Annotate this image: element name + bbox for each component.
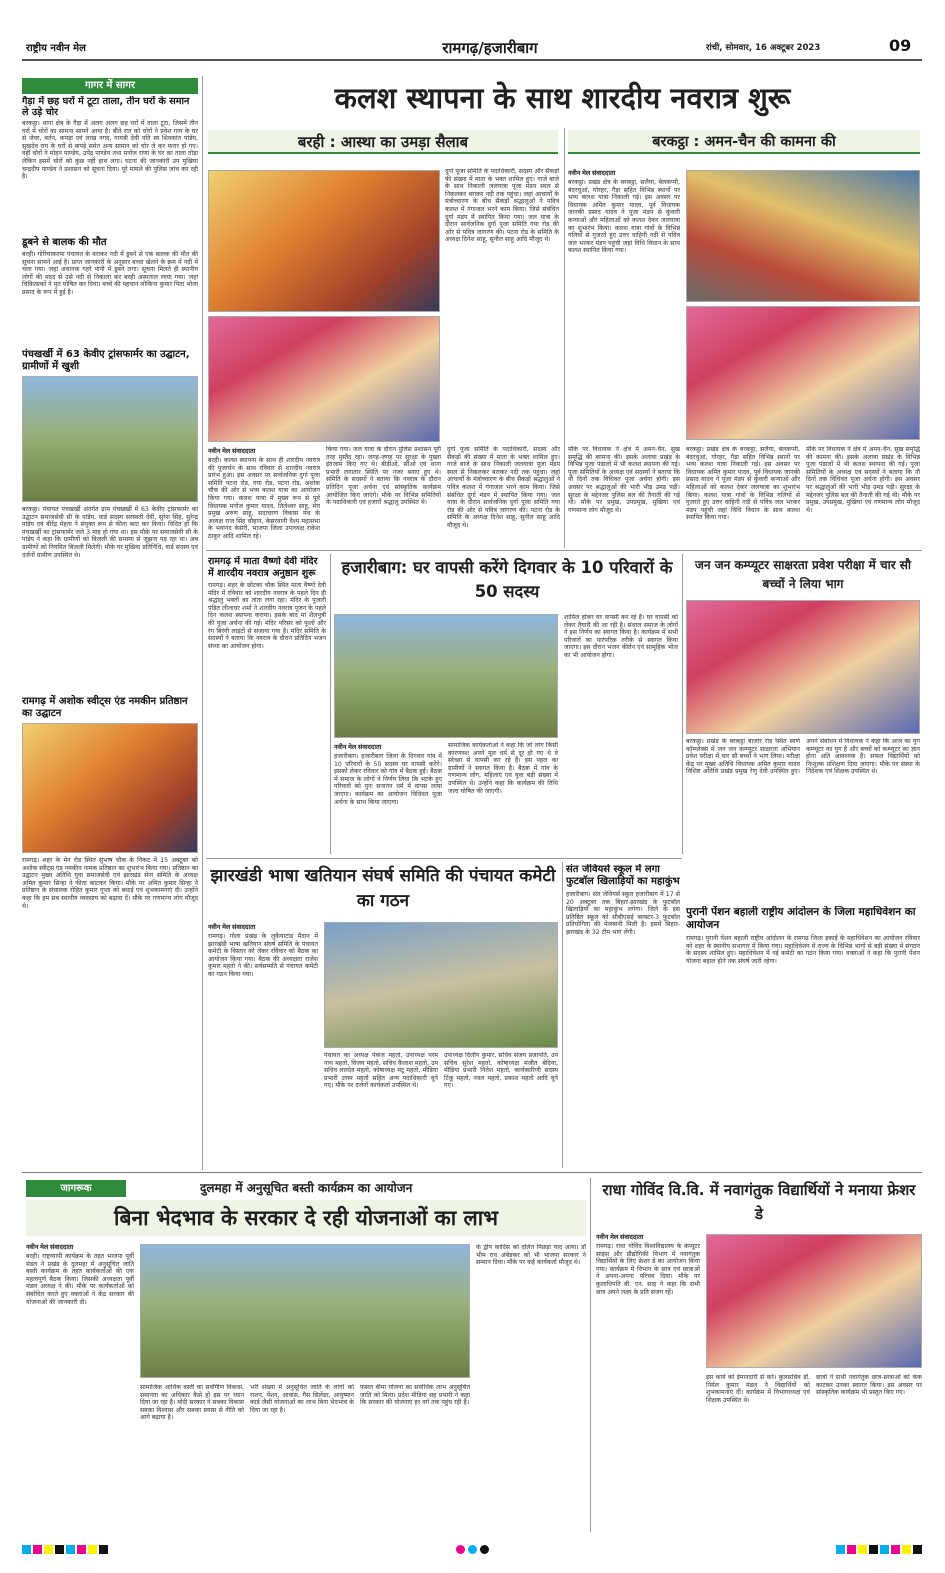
barkattha-body-2b: मौके पर विधायक ने क्षेत्र में अमन-चैन, सुख समृद्धि की कामना की। इसके अलावा प्रखंड के विभिन्न पूजा पंडालों में भी कलश स्थापना की गई। पूजा समितियों के अध्यक्ष एवं सदस्यों ने बताया कि नौ दिनों तक विधिवत पूजा अर्चना होगी। इस अवसर पर श्रद्धालुओं की भारी भीड़ उमड़ पड़ी। सुरक्षा के मद्देनजर पुलिस बल की तैनाती की गई थी। मौके पर प्रमुख, उपप्रमुख, मुखिया एवं गणमान्य लोग मौजूद थे।	[806, 446, 920, 514]
barhi-heading: बरही : आस्था का उमड़ा सैलाब	[208, 130, 558, 154]
hazaribagh-byline: नवीन मेल संवाददाता	[334, 744, 382, 751]
barkattha-col-b	[686, 446, 800, 548]
left-column-tag: गागर में सागर	[22, 78, 198, 94]
barkattha-body-2: मौके पर विधायक ने क्षेत्र में अमन-चैन, सुख समृद्धि की कामना की। इसके अलावा प्रखंड के विभिन्न पूजा पंडालों में भी कलश स्थापना की गई। पूजा समितियों के अध्यक्ष एवं सदस्यों ने बताया कि नौ दिनों तक विधिवत पूजा अर्चना होगी। इस अवसर पर श्रद्धालुओं की भारी भीड़ उमड़ पड़ी। सुरक्षा के मद्देनजर पुलिस बल की तैनाती की गई थी। मौके पर प्रमुख, उपप्रमुख, मुखिया एवं गणमान्य लोग मौजूद थे।	[568, 446, 680, 514]
fresher-body-1: रामगढ़। राधा गोविंद विश्वविद्यालय के कंप्यूटर साइंस और प्रौद्योगिकी विभाग में नवागंतुक विद्यार्थियों के लिए फ्रेशर डे का आयोजन किया गया। कार्यक्रम में विभाग के छात्र एवं छात्राओं ने अपना-अपना परिचय दिया। मौके पर कुलाधिपति बी. एन. साह ने कहा कि सभी छात्र अपने लक्ष्य के प्रति सजग रहें।	[596, 1243, 700, 1296]
masthead-rule	[22, 59, 922, 61]
barkattha-col-a	[568, 446, 680, 548]
bhasha-body-2: पंचायत का अध्यक्ष पंकज महतो, उपाध्यक्ष परम नाथ महतो, विजय महतो, सचिव कैलाश महतो, उप सचिव ललदेव महतो, कोषाध्यक्ष मंटू महतो, मीडिया प्रभारी उत्तम महतो सहित अन्य पदाधिकारी चुने गए। मौके पर दर्जनों कार्यकर्ता उपस्थित थे।	[324, 1052, 438, 1090]
hazaribagh-title: हजारीबाग: घर वापसी करेंगे दिगवार के 10 परिवारों के 50 सदस्य	[341, 558, 673, 601]
fresher-col-a	[596, 1232, 700, 1530]
bhasha-body-3: उपाध्यक्ष दिलीप कुमार, सचिव संजय प्रजापति, उप सचिव सुरेश महतो, कोषाध्यक्ष मंजीत बेदिया, मीडिया प्रभारी नितेश महतो, कार्यकारिणी सदस्य टिंकू महतो, नवल महतो, प्रकाश महतो आदि चुने गए।	[444, 1052, 558, 1090]
barkattha-body-1b: बरकट्ठा। प्रखंड क्षेत्र के बरकट्ठा, सलैया, बेलकप्पी, बंदरचुआं, गोरहर, गैड़ा सहित विभिन्न स्थानों पर भव्य कलश यात्रा निकाली गई। इस अवसर पर विधायक अमित कुमार यादव, पूर्व विधायक जानकी प्रसाद यादव ने पूजा मंडप से कुंवारी कन्याओं और महिलाओं को कलश देकर जलयात्रा का शुभारंभ किया। कलश यात्रा गांवों के विभिन्न गलियों से गुजरते हुए उत्तर वाहिनी नदी से पवित्र जल भरकर मंडप पहुंची जहां विधि विधान के साथ कलश स्थापित किया गया।	[686, 446, 800, 522]
hazaribagh-body-2: सामाजिक कार्यकर्ताओं ने कहा कि जो लोग किसी कारणवश अपने मूल धर्म से दूर हो गए थे वे स्वेच्छा से वापसी कर रहे हैं। इस पहल का ग्रामीणों ने स्वागत किया है। बैठक में गांव के गणमान्य लोग, महिलाएं एवं युवा बड़ी संख्या में उपस्थित थे। उन्होंने कहा कि कार्यक्रम की तिथि जल्द घोषित की जाएगी।	[448, 742, 558, 795]
story-body-doobne: बरही। गोरियाकरमा पंचायत के बराकर नदी में डूबने से एक बालक की मौत की सूचना सामने आई है। प्राप्त जानकारी के अनुसार बच्चा खेलने के क्रम में नदी में चला गया। जहां अचानक गहरे पानी में डूबने लगा। सूचना मिलते ही स्थानीय लोगों की मदद से उसे नदी से निकाला कर बरही अस्पताल लाया गया। जहां चिकित्सकों ने मृत घोषित कर दिया। बच्चे की पहचान लोकिना कुमार पिता भोला प्रसाद के रूप में हुई है।	[22, 251, 198, 296]
dulmaha-body-1: बरही। राष्ट्रव्यापी कार्यक्रम के तहत भाजपा पूर्वी मंडल ने प्रखंड के दुलमहा में अनुसूचित जाति बस्ती कार्यक्रम के तहत कार्यकर्ताओं की एक महत्वपूर्ण बैठक किया। जिसकी अध्यक्षता पूर्वी मंडल अध्यक्ष ने की। मौके पर कार्यकर्ताओं को संबोधित करते हुए वक्ताओं ने केंद्र सरकार की योजनाओं की जानकारी दी।	[26, 1253, 134, 1306]
barhi-body-3: किया गया। जल यात्रा के दौरान पुलिस प्रशासन पूरी तरह मुस्तैद रहा। जगह-जगह पर सुरक्षा के पुख्ता इंतजाम किए गए थे। बीडीओ, सीओ एवं थाना प्रभारी लगातार स्थिति पर नजर बनाए हुए थे। समिति के सदस्यों ने बताया कि नवरात्र के दौरान प्रतिदिन पूजा अर्चना एवं सांस्कृतिक कार्यक्रम आयोजित किए जाएंगे। मौके पर विभिन्न समितियों के पदाधिकारी एवं हजारों श्रद्धालु उपस्थित थे।	[326, 446, 441, 507]
pension-story	[686, 906, 920, 1168]
barhi-right-col	[445, 168, 559, 444]
barkattha-bottom	[568, 446, 920, 548]
ramgarh-devi-story	[208, 556, 326, 856]
football-story	[566, 864, 680, 1166]
dulmaha-col-d	[360, 1384, 470, 1530]
fresher-title: राधा गोविंद वि.वि. में नवागंतुक विद्यार्थियों ने मनाया फ्रेशर डे	[602, 1181, 916, 1223]
registration-swatch-right	[836, 1545, 922, 1554]
football-title: संत जेवियर्स स्कूल में लगा फुटबॉल खिलाड़ियों का महाकुंभ	[566, 864, 680, 887]
barhi-divider	[564, 128, 565, 548]
left-column	[22, 96, 198, 1166]
sweets-shop-photo	[22, 723, 198, 853]
barhi-body-2: दुर्गा पूजा समिति के पदाधिकारी, सदस्य और सैकड़ों की संख्या में माता के भक्त शामिल हुए। गाजे बाजे के साथ निकाली जलयात्रा पूजा मंडप स्थल से निकलकर बराकर नदी तक पहुंचा। जहां आचार्यों के मंत्रोच्चारण के बीच सैकड़ों श्रद्धालुओं ने पवित्र कलश में गंगाजल भरने काम किया। जिसे संबंधित दुर्गा मंडप में स्थापित किया गया। जल यात्रा के दौरान सार्वजनिक दुर्गा पूजा समिति गया रोड की ओर से पवित्र जागरण की। पटना रोड के समिति के अध्यक्ष दिनेश साहू, सुनील साहू आदि मौजूद थे।	[445, 168, 559, 244]
dulmaha-meeting-photo	[140, 1244, 470, 1378]
barhi-col-b	[326, 446, 441, 546]
story-body-chori: बरकट्ठा। थाना क्षेत्र के गैड़ा में अलग अलग छह घरों में ताला टूटा, जिसमें तीन घरों में चोरों का सामना सामने आया है। बीते रात को चोरों ने प्रवेश गाय के घर से जेवर, बर्तन, कपड़ा एवं लाख नगद, गायत्री देवी पति स्व शिवकांत पांडेय, सुखदेव राय के घरों से कपड़े समेत अन्य सामान को चोर ले कर फरार हो गए। वहीं चोरों ने मोहन पाण्डेय, उपेंद्र पाण्डेय तथा मनोज राणा के घर का ताला तोड़ा लेकिन इसमें चोरों को कुछ नहीं हाथ लगा। घटना की जानकारी उप मुखिया चन्द्रदीप पाण्डेय ने प्रशासन को सूचना दिया। पूरे मामले की पुलिस जांच कर रही है।	[22, 120, 198, 181]
barhi-body-1: बरही। कलश स्थापना के साथ ही शारदीय नवरात्र की पूजार्चन के साथ रविवार से शारदीय नवरात्र प्रारंभ हुआ। इस अवसर पर सार्वजनिक दुर्गा पूजा समिति पटना रोड, गया रोड, पटना रोड, अशोक चौक की ओर से भव्य कलश यात्रा का आयोजन किया गया। कलश यात्रा में मुख्य रूप से पूर्व विधायक मनोज कुमार यादव, तिलेश्वर साहू, मेघ प्रमुख अरुण साहू, सदाचरण विकास मंच के अध्यक्ष राज सिंह चौहान, केसरवानी वैश्य महासभा के भवानंद केसरी, भाजपा जिला उपाध्यक्ष राकेश ठाकुर आदि शामिल रहे।	[208, 457, 320, 540]
hazaribagh-divider	[682, 554, 683, 854]
dulmaha-col-a	[26, 1242, 134, 1530]
bhasha-divider	[562, 862, 563, 1168]
barhi-bottom	[208, 446, 560, 546]
story-body-transformer: बरकट्ठा। पंचायत पंचखर्खी अंतर्गत ग्राम पंचखर्खी में 63 केवीए ट्रांसफार्मर का उद्घाटन समाजसेवी सी के पांडेय, वार्ड सदस्य सरस्वती देवी, सुरेश सिंह, सुरेन्द्र पांडेय एवं बीरेंद्र मेहता ने संयुक्त रूप से फीता काट कर किया। विदित हो कि पंचखर्खी का ट्रांसफार्मर जले 3 माह हो गया था। इस मौके पर समाजसेवी सी के पांडेय ने कहा कि ग्रामीणों को बिजली की समस्या से जूझना पड़ रहा था। अब ग्रामीणों को नियमित बिजली मिलेगी। मौके पर मुखिया प्रतिनिधि, वार्ड सदस्य एवं दर्जनों ग्रामीण उपस्थित थे।	[22, 506, 198, 559]
registration-swatch-left	[22, 1545, 108, 1554]
barkattha-text-col	[568, 168, 680, 446]
barhi-byline: नवीन मेल संवाददाता	[208, 448, 256, 455]
computer-title: जन जन कम्प्यूटर साक्षरता प्रवेश परीक्षा में चार सौ बच्चों ने लिया भाग	[694, 558, 912, 591]
football-body: हजारीबाग। संत जेवियर्स स्कूल हजारीबाग में 17 से 20 अक्टूबर तक बिहार-झारखंड के फुटबॉल खिलाड़ियों का महाकुंभ लगेगा। जिले के इस प्रतिष्ठित स्कूल को सीबीएसई क्लस्टर-3 फुटबॉल प्रतियोगिता की मेजबानी मिली है। इसमें बिहार-झारखंड के 32 टीम भाग लेंगी।	[566, 891, 680, 936]
hazaribagh-body-1: हजारीबाग। हजारीबाग जिला के दिगवार गांव में 10 परिवारों के 50 सदस्य घर वापसी करेंगे। इसको लेकर रविवार को गांव में बैठक हुई। बैठक में समाज के लोगों ने निर्णय लिया कि भटके हुए परिवारों को पुनः सनातन धर्म में वापस लाया जाएगा। कार्यक्रम का आयोजन विधिवत पूजा अर्चना के साथ किया जाएगा।	[334, 753, 442, 806]
dulmaha-subtitle: दुलमहा में अनुसूचित बस्ती कार्यक्रम का आयोजन	[200, 1181, 413, 1195]
masthead	[0, 0, 945, 62]
barkattha-photo-2	[686, 306, 920, 440]
barkattha-byline: नवीन मेल संवाददाता	[568, 170, 616, 177]
hazaribagh-col-b	[448, 742, 558, 854]
hazaribagh-col-a	[334, 742, 442, 854]
main-headline: कलश स्थापना के साथ शारदीय नवरात्र शुरू	[334, 81, 791, 115]
fresher-col-b	[706, 1374, 810, 1530]
bhasha-col-b	[324, 1052, 438, 1166]
computer-exam-photo	[686, 600, 920, 734]
bhasha-byline: नवीन मेल संवाददाता	[208, 924, 256, 931]
story-title-transformer: पंचखर्खी में 63 केवीए ट्रांसफार्मर का उद्घाटन, ग्रामीणों में खुशी	[22, 349, 190, 372]
story-body-sweets: रामगढ़। शहर के मेन रोड स्थित सुभाष चौक के निकट में 15 अक्टूबर को अशोक स्वीट्स एंड नमकीन नामक प्रतिष्ठान का शुभारंभ किया गया। प्रतिष्ठान का उद्घाटन मुख्य अतिथि युवा समाजसेवी एवं झारखंड सेना समिति के अध्यक्ष अमित कुमार सिन्हा ने फीता काटकर किया। मौके पर अमित कुमार सिन्हा ने प्रतिष्ठान के संचालक रोहित कुमार गुप्ता को बधाई एवं शुभकामनाएं दी। उन्होंने कहा कि हम सब स्थानीय व्यवसाय को बढ़ावा दें। मौके पर गणमान्य लोग मौजूद थे।	[22, 857, 198, 910]
dulmaha-title: बिना भेदभाव के सरकार दे रही योजनाओं का लाभ	[26, 1200, 586, 1236]
transformer-photo	[22, 376, 198, 502]
row2-rule	[206, 858, 682, 859]
dulmaha-divider	[590, 1178, 591, 1532]
barhi-body-2b: दुर्गा पूजा समिति के पदाधिकारी, सदस्य और सैकड़ों की संख्या में माता के भक्त शामिल हुए। गाजे बाजे के साथ निकाली जलयात्रा पूजा मंडप स्थल से निकलकर बराकर नदी तक पहुंचा। जहां आचार्यों के मंत्रोच्चारण के बीच सैकड़ों श्रद्धालुओं ने पवित्र कलश में गंगाजल भरने काम किया। जिसे संबंधित दुर्गा मंडप में स्थापित किया गया। जल यात्रा के दौरान सार्वजनिक दुर्गा पूजा समिति गया रोड की ओर से पवित्र जागरण की। पटना रोड के समिति के अध्यक्ष दिनेश साहू, सुनील साहू आदि मौजूद थे।	[447, 446, 560, 529]
hazaribagh-col-c	[564, 614, 678, 854]
dulmaha-byline: नवीन मेल संवाददाता	[26, 1244, 74, 1251]
hazaribagh-meeting-photo	[334, 614, 558, 738]
story-title-sweets: रामगढ़ में अशोक स्वीट्स एंड नमकीन प्रतिष्ठान का उद्घाटन	[22, 696, 188, 719]
row1-rule	[206, 550, 922, 551]
story-title-doobne: डूबने से बालक की मौत	[22, 237, 107, 248]
bhasha-col-a	[208, 922, 318, 1166]
fresher-byline: नवीन मेल संवाददाता	[596, 1234, 644, 1241]
barkattha-col-c	[806, 446, 920, 548]
dulmaha-body-4: फसल बीमा योजना का सर्वाधिक लाभ अनुसूचित जाति को मिला। प्रदेश मीडिया सह प्रभारी ने कहा कि सरकार की योजनाएं हर वर्ग तक पहुंच रही हैं।	[360, 1384, 470, 1407]
ramgarh-devi-title: रामगढ़ में माता वैष्णो देवी मंदिर में शारदीय नवरात्र अनुष्ठान शुरू	[208, 556, 318, 579]
barkattha-photo-1	[686, 170, 920, 302]
barhi-kalash-yatra-photo	[208, 170, 440, 312]
dulmaha-body-2: सामाजिक आर्थिक बस्ती का सर्वांगीण विकास, समानता का अधिकार कैसे हो इस पर ध्यान दिया जा रहा है। मोदी सरकार ने सबका विकास सबका विश्वास और सबका प्रयास से नीति को आगे बढ़ाया है।	[140, 1384, 244, 1422]
computer-story	[686, 738, 920, 900]
pension-title: पुरानी पेंशन बहाली राष्ट्रीय आंदोलन के जिला महाधिवेशन का आयोजन	[686, 906, 916, 931]
bhasha-col-c	[444, 1052, 558, 1166]
bhasha-body-1: रामगढ़। गोला प्रखंड के लुकैयाटांड मैदान में झारखंडी भाषा खतियान संघर्ष समिति के पंचायत कमेटी के विस्तार को लेकर रविवार को बैठक का आयोजन किया गया। बैठक की अध्यक्षता राजेश कुमार महतो ने की। सर्वसम्मति से पंचायत कमेटी का गठन किया गया।	[208, 933, 318, 978]
barhi-col-c	[447, 446, 560, 546]
devi-divider	[330, 554, 331, 854]
dulmaha-tag: जागरूक	[26, 1180, 126, 1197]
fresher-body-2: इस कार्य को ईमानदारी से करें। कुलसचिव डॉ. निर्मल कुमार मंडल ने विद्यार्थियों को शुभकामनाएं दीं। कार्यक्रम में विभागाध्यक्ष एवं शिक्षक उपस्थित थे।	[706, 1374, 810, 1404]
row3-rule	[22, 1172, 922, 1173]
dateline: रांची, सोमवार, 16 अक्टूबर 2023	[706, 43, 821, 53]
bhasha-title: झारखंडी भाषा खतियान संघर्ष समिति की पंचायत कमेटी का गठन	[210, 866, 556, 911]
computer-body: बरकट्ठा। प्रखंड के बरकट्ठा बाजार रोड स्थित स्वर्ण कॉम्प्लेक्स में जन जन कम्प्यूटर साक्षरता अभियान प्रवेश परीक्षा में चार सौ बच्चों ने भाग लिया। परीक्षा केंद्र पर मुख्य अतिथि विधायक अमित कुमार यादव विशिष्ट अतिथि प्रखंड प्रमुख रेणु देवी उपस्थित हुए। अपने संबोधन में विधायक ने कहा कि आज का युग कम्प्यूटर का युग है और बच्चों को कम्प्यूटर का ज्ञान होना अति आवश्यक है। सफल विद्यार्थियों को निःशुल्क प्रशिक्षण दिया जाएगा। मौके पर संस्था के निदेशक एवं शिक्षक उपस्थित थे।	[686, 738, 920, 776]
barkattha-heading: बरकट्ठा : अमन-चैन की कामना की	[568, 130, 920, 154]
left-column-divider	[202, 76, 203, 1170]
barhi-crowd-photo	[208, 316, 440, 442]
section-title: रामगढ़/हजारीबाग	[442, 39, 538, 57]
hazaribagh-body-3: शामिल होकर घर वापसी कर रहे हैं। घर वापसी को लेकर तैयारी की जा रही है। संथाल समाज के लोगों ने इस निर्णय का स्वागत किया है। कार्यक्रम में सभी परिवारों का पारंपरिक तरीके से स्वागत किया जाएगा। इस दौरान भजन कीर्तन एवं सामूहिक भोज का भी आयोजन होगा।	[564, 614, 678, 659]
fresher-body-3: छात्रों ने सभी नवागंतुक छात्र-छात्राओं को केक काटकर उनका स्वागत किया। इस अवसर पर सांस्कृतिक कार्यक्रम भी प्रस्तुत किए गए।	[816, 1374, 922, 1397]
ramgarh-devi-body: रामगढ़। शहर के छोटका चौक स्थित माता वैष्णो देवी मंदिर में रविवार को शारदीय नवरात्र के पहले दिन ही श्रद्धालु भक्तों का तांता लगा रहा। मंदिर के पुजारी पंडित लीलाधर शर्मा ने शारदीय नवरात्र पूजन के पहले दिन कलश स्थापना कराया। इसके बाद मां शैलपुत्री की पूजा अर्चना की गई। मंदिर परिसर को फूलों और रंग बिरंगी लाइटों से सजाया गया है। मंदिर समिति के सदस्यों ने बताया कि नवरात्र के दौरान प्रतिदिन भजन संध्या का आयोजन होगा।	[208, 582, 326, 650]
dulmaha-body-3: भरी संख्या में अनुसूचित जाति के लोगों को राशन, पेंशन, आवास, गैस सिलेंडर, आयुष्मान कार्ड जैसी योजनाओं का लाभ बिना भेदभाव के दिया जा रहा है।	[250, 1384, 354, 1414]
barhi-col-a	[208, 446, 320, 546]
fresher-day-photo	[706, 1234, 922, 1368]
dulmaha-col-e	[476, 1244, 586, 1530]
fresher-col-c	[816, 1374, 922, 1530]
footer-registration-bar	[22, 1544, 922, 1554]
page-number: 09	[889, 36, 912, 55]
dulmaha-col-c	[250, 1384, 354, 1530]
dulmaha-body-5: के द्वीप कादिस को दलित पिछड़ा याद आया। डॉ भीम राव अंबेडकर को भी भाजपा सरकार ने सम्मान दिया। मौके पर कई कार्यकर्ता मौजूद थे।	[476, 1244, 586, 1267]
masthead-logo: राष्ट्रीय नवीन मेल	[26, 43, 86, 54]
barkattha-body-1: बरकट्ठा। प्रखंड क्षेत्र के बरकट्ठा, सलैया, बेलकप्पी, बंदरचुआं, गोरहर, गैड़ा सहित विभिन्न स्थानों पर भव्य कलश यात्रा निकाली गई। इस अवसर पर विधायक अमित कुमार यादव, पूर्व विधायक जानकी प्रसाद यादव ने पूजा मंडप से कुंवारी कन्याओं और महिलाओं को कलश देकर जलयात्रा का शुभारंभ किया। कलश यात्रा गांवों के विभिन्न गलियों से गुजरते हुए उत्तर वाहिनी नदी से पवित्र जल भरकर मंडप पहुंची जहां विधि विधान के साथ कलश स्थापित किया गया।	[568, 179, 680, 255]
pension-body: रामगढ़। पुरानी पेंशन बहाली राष्ट्रीय आंदोलन के रामगढ़ जिला इकाई के महाधिवेशन का आयोजन रविवार को शहर के स्थानीय सभागार में किया गया। महाधिवेशन में राज्य के विभिन्न भागों से बड़ी संख्या में संगठन के सदस्य शामिल हुए। महाधिवेशन में नई कमेटी का गठन किया गया। वक्ताओं ने कहा कि पुरानी पेंशन योजना बहाल होने तक संघर्ष जारी रहेगा।	[686, 935, 920, 965]
bhasha-group-photo	[324, 922, 558, 1048]
dulmaha-col-b	[140, 1384, 244, 1530]
story-title-chori: गैड़ा में छह घरों में टूटा ताला, तीन घरों के समान ले उड़े चोर	[22, 96, 190, 118]
registration-mark	[456, 1545, 489, 1554]
